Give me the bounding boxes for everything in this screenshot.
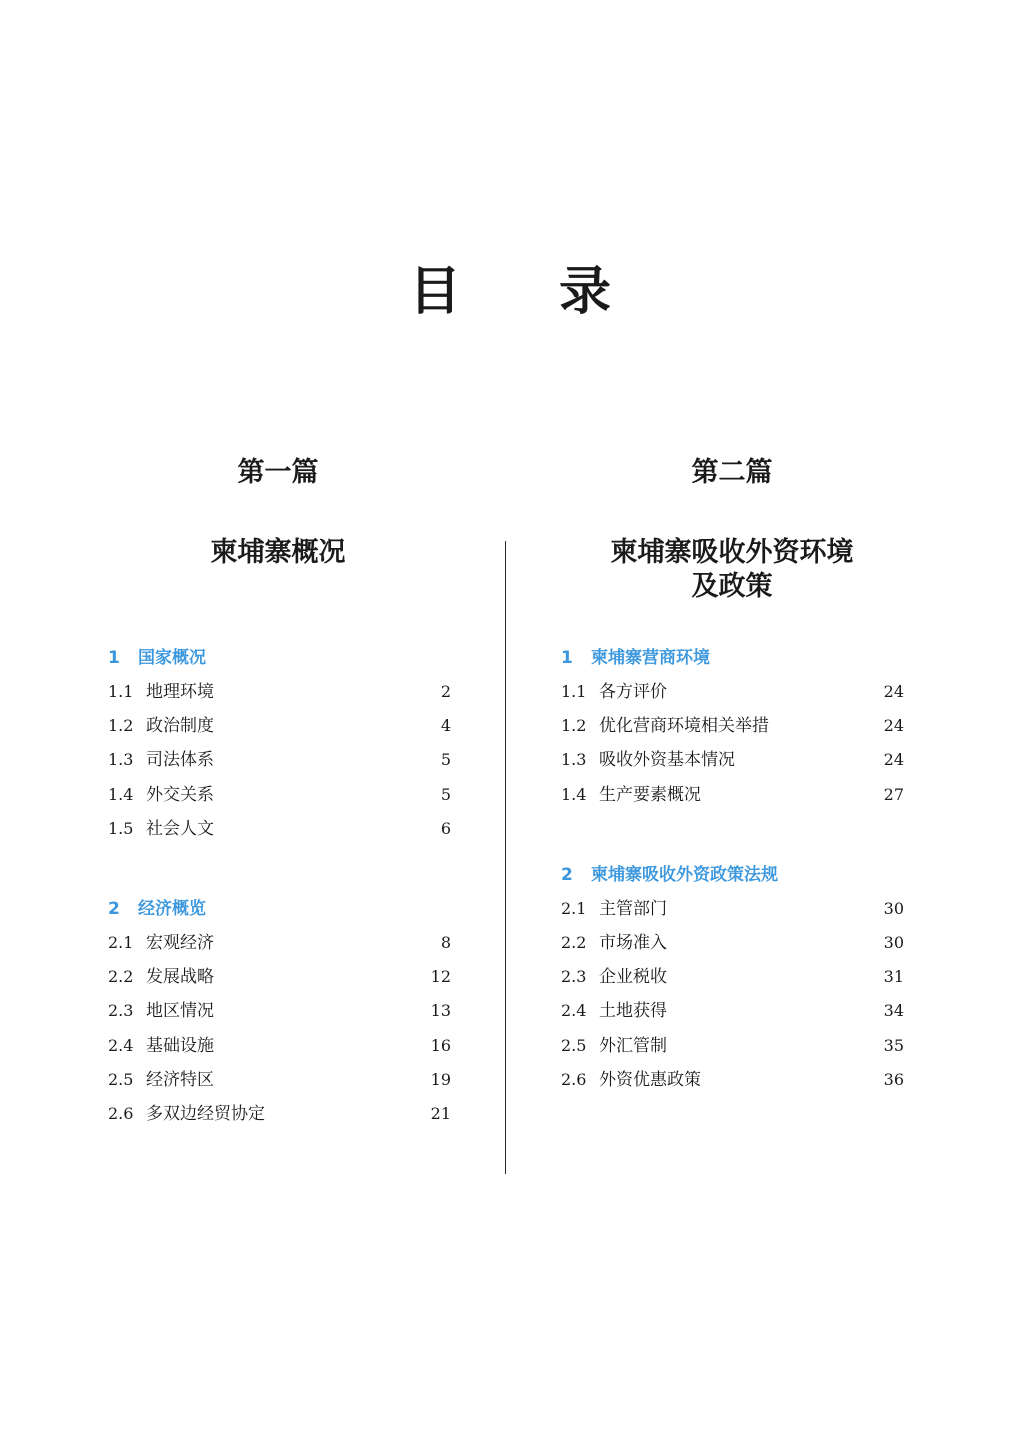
entry-title: 生产要素概况 [599, 784, 701, 805]
entry-number: 2.2 [561, 932, 587, 952]
toc-entry[interactable] [561, 709, 904, 743]
toc-entry[interactable] [561, 994, 904, 1028]
entry-number: 1.4 [108, 784, 134, 804]
toc-entry[interactable] [561, 1063, 904, 1097]
entry-number: 2.4 [561, 1001, 587, 1021]
entry-title: 基础设施 [146, 1035, 214, 1056]
entry-page-number: 34 [883, 1001, 904, 1021]
section-number: 2 [561, 864, 573, 885]
section-number: 2 [108, 898, 120, 919]
entry-title: 社会人文 [146, 818, 214, 839]
toc-entry[interactable] [108, 743, 451, 777]
entry-page-number: 35 [883, 1035, 904, 1055]
entry-title: 外汇管制 [599, 1035, 667, 1056]
toc-right-column [561, 641, 904, 1097]
entry-page-number: 24 [883, 716, 904, 736]
entry-title: 土地获得 [599, 1001, 667, 1022]
entry-page-number: 27 [883, 784, 904, 804]
entry-title: 宏观经济 [146, 932, 214, 953]
entry-number: 2.3 [108, 1001, 134, 1021]
toc-entry[interactable] [108, 1063, 451, 1097]
entry-number: 2.3 [561, 967, 587, 987]
entry-title: 企业税收 [599, 967, 667, 988]
toc-entry[interactable] [561, 960, 904, 994]
entry-page-number: 24 [883, 750, 904, 770]
left-part-name: 柬埔寨概况 [210, 537, 346, 568]
section-number: 1 [561, 648, 573, 668]
section-gap [108, 846, 451, 892]
toc-entry[interactable] [108, 926, 451, 960]
section-title: 国家概况 [138, 648, 206, 668]
entry-title: 多双边经贸协定 [146, 1103, 265, 1124]
page-title: 目录 [408, 261, 709, 322]
entry-page-number: 24 [883, 682, 904, 701]
toc-entry[interactable] [108, 709, 451, 743]
toc-left-column [108, 641, 451, 1131]
toc-entry[interactable] [108, 812, 451, 846]
toc-entry[interactable] [561, 1029, 904, 1063]
entry-page-number: 19 [430, 1069, 451, 1089]
entry-page-number: 21 [430, 1103, 451, 1123]
right-part-name [562, 536, 902, 604]
section-heading[interactable] [561, 858, 904, 892]
entry-title: 地理环境 [146, 682, 214, 702]
right-part-name-line2: 及政策 [691, 571, 773, 602]
entry-number: 1.2 [561, 716, 587, 736]
entry-page-number: 2 [440, 682, 451, 701]
entry-title: 各方评价 [599, 682, 667, 702]
entry-number: 2.2 [108, 967, 134, 987]
entry-title: 外资优惠政策 [599, 1069, 701, 1090]
entry-page-number: 30 [883, 932, 904, 952]
entry-number: 2.1 [561, 898, 587, 918]
entry-page-number: 12 [430, 967, 451, 987]
entry-number: 2.1 [108, 932, 134, 952]
entry-title: 政治制度 [146, 716, 214, 737]
section-title: 柬埔寨营商环境 [591, 648, 710, 668]
left-part-label: 第一篇 [237, 457, 319, 488]
entry-number: 2.6 [108, 1103, 134, 1123]
entry-number: 1.2 [108, 716, 134, 736]
section-heading[interactable] [108, 892, 451, 926]
toc-entry[interactable] [561, 778, 904, 812]
section-gap [561, 812, 904, 858]
entry-number: 2.6 [561, 1069, 587, 1089]
entry-number: 1.1 [108, 682, 134, 701]
entry-page-number: 6 [440, 818, 451, 838]
entry-number: 1.4 [561, 784, 587, 804]
toc-entry[interactable] [108, 960, 451, 994]
right-part-name-line1: 柬埔寨吸收外资环境 [610, 537, 854, 568]
section-number: 1 [108, 648, 120, 668]
entry-number: 2.4 [108, 1035, 134, 1055]
entry-page-number: 13 [430, 1001, 451, 1021]
entry-page-number: 30 [883, 898, 904, 918]
entry-page-number: 31 [883, 967, 904, 987]
section-title: 经济概览 [138, 898, 206, 919]
entry-title: 地区情况 [146, 1001, 214, 1022]
entry-title: 市场准入 [599, 932, 667, 953]
section-title: 柬埔寨吸收外资政策法规 [591, 864, 778, 885]
section-heading[interactable] [108, 641, 451, 675]
entry-number: 1.3 [108, 750, 134, 770]
toc-entry[interactable] [561, 675, 904, 709]
toc-entry[interactable] [108, 778, 451, 812]
entry-page-number: 36 [883, 1069, 904, 1089]
entry-title: 经济特区 [146, 1069, 214, 1090]
toc-entry[interactable] [561, 743, 904, 777]
toc-entry[interactable] [108, 994, 451, 1028]
entry-title: 主管部门 [599, 898, 667, 919]
toc-entry[interactable] [108, 675, 451, 709]
right-part-label: 第二篇 [691, 457, 773, 488]
section-heading[interactable] [561, 641, 904, 675]
column-divider [505, 541, 506, 1174]
entry-number: 2.5 [561, 1035, 587, 1055]
entry-title: 司法体系 [146, 750, 214, 771]
entry-page-number: 4 [440, 716, 451, 736]
entry-number: 1.1 [561, 682, 587, 701]
entry-number: 2.5 [108, 1069, 134, 1089]
entry-title: 优化营商环境相关举措 [599, 716, 769, 737]
toc-entry[interactable] [561, 926, 904, 960]
entry-title: 发展战略 [146, 967, 214, 988]
toc-entry[interactable] [108, 1029, 451, 1063]
toc-entry[interactable] [561, 892, 904, 926]
entry-number: 1.5 [108, 818, 134, 838]
toc-entry[interactable] [108, 1097, 451, 1131]
entry-page-number: 16 [430, 1035, 451, 1055]
entry-page-number: 5 [440, 750, 451, 770]
entry-title: 吸收外资基本情况 [599, 750, 735, 771]
entry-page-number: 8 [440, 932, 451, 952]
entry-number: 1.3 [561, 750, 587, 770]
entry-page-number: 5 [440, 784, 451, 804]
entry-title: 外交关系 [146, 784, 214, 805]
